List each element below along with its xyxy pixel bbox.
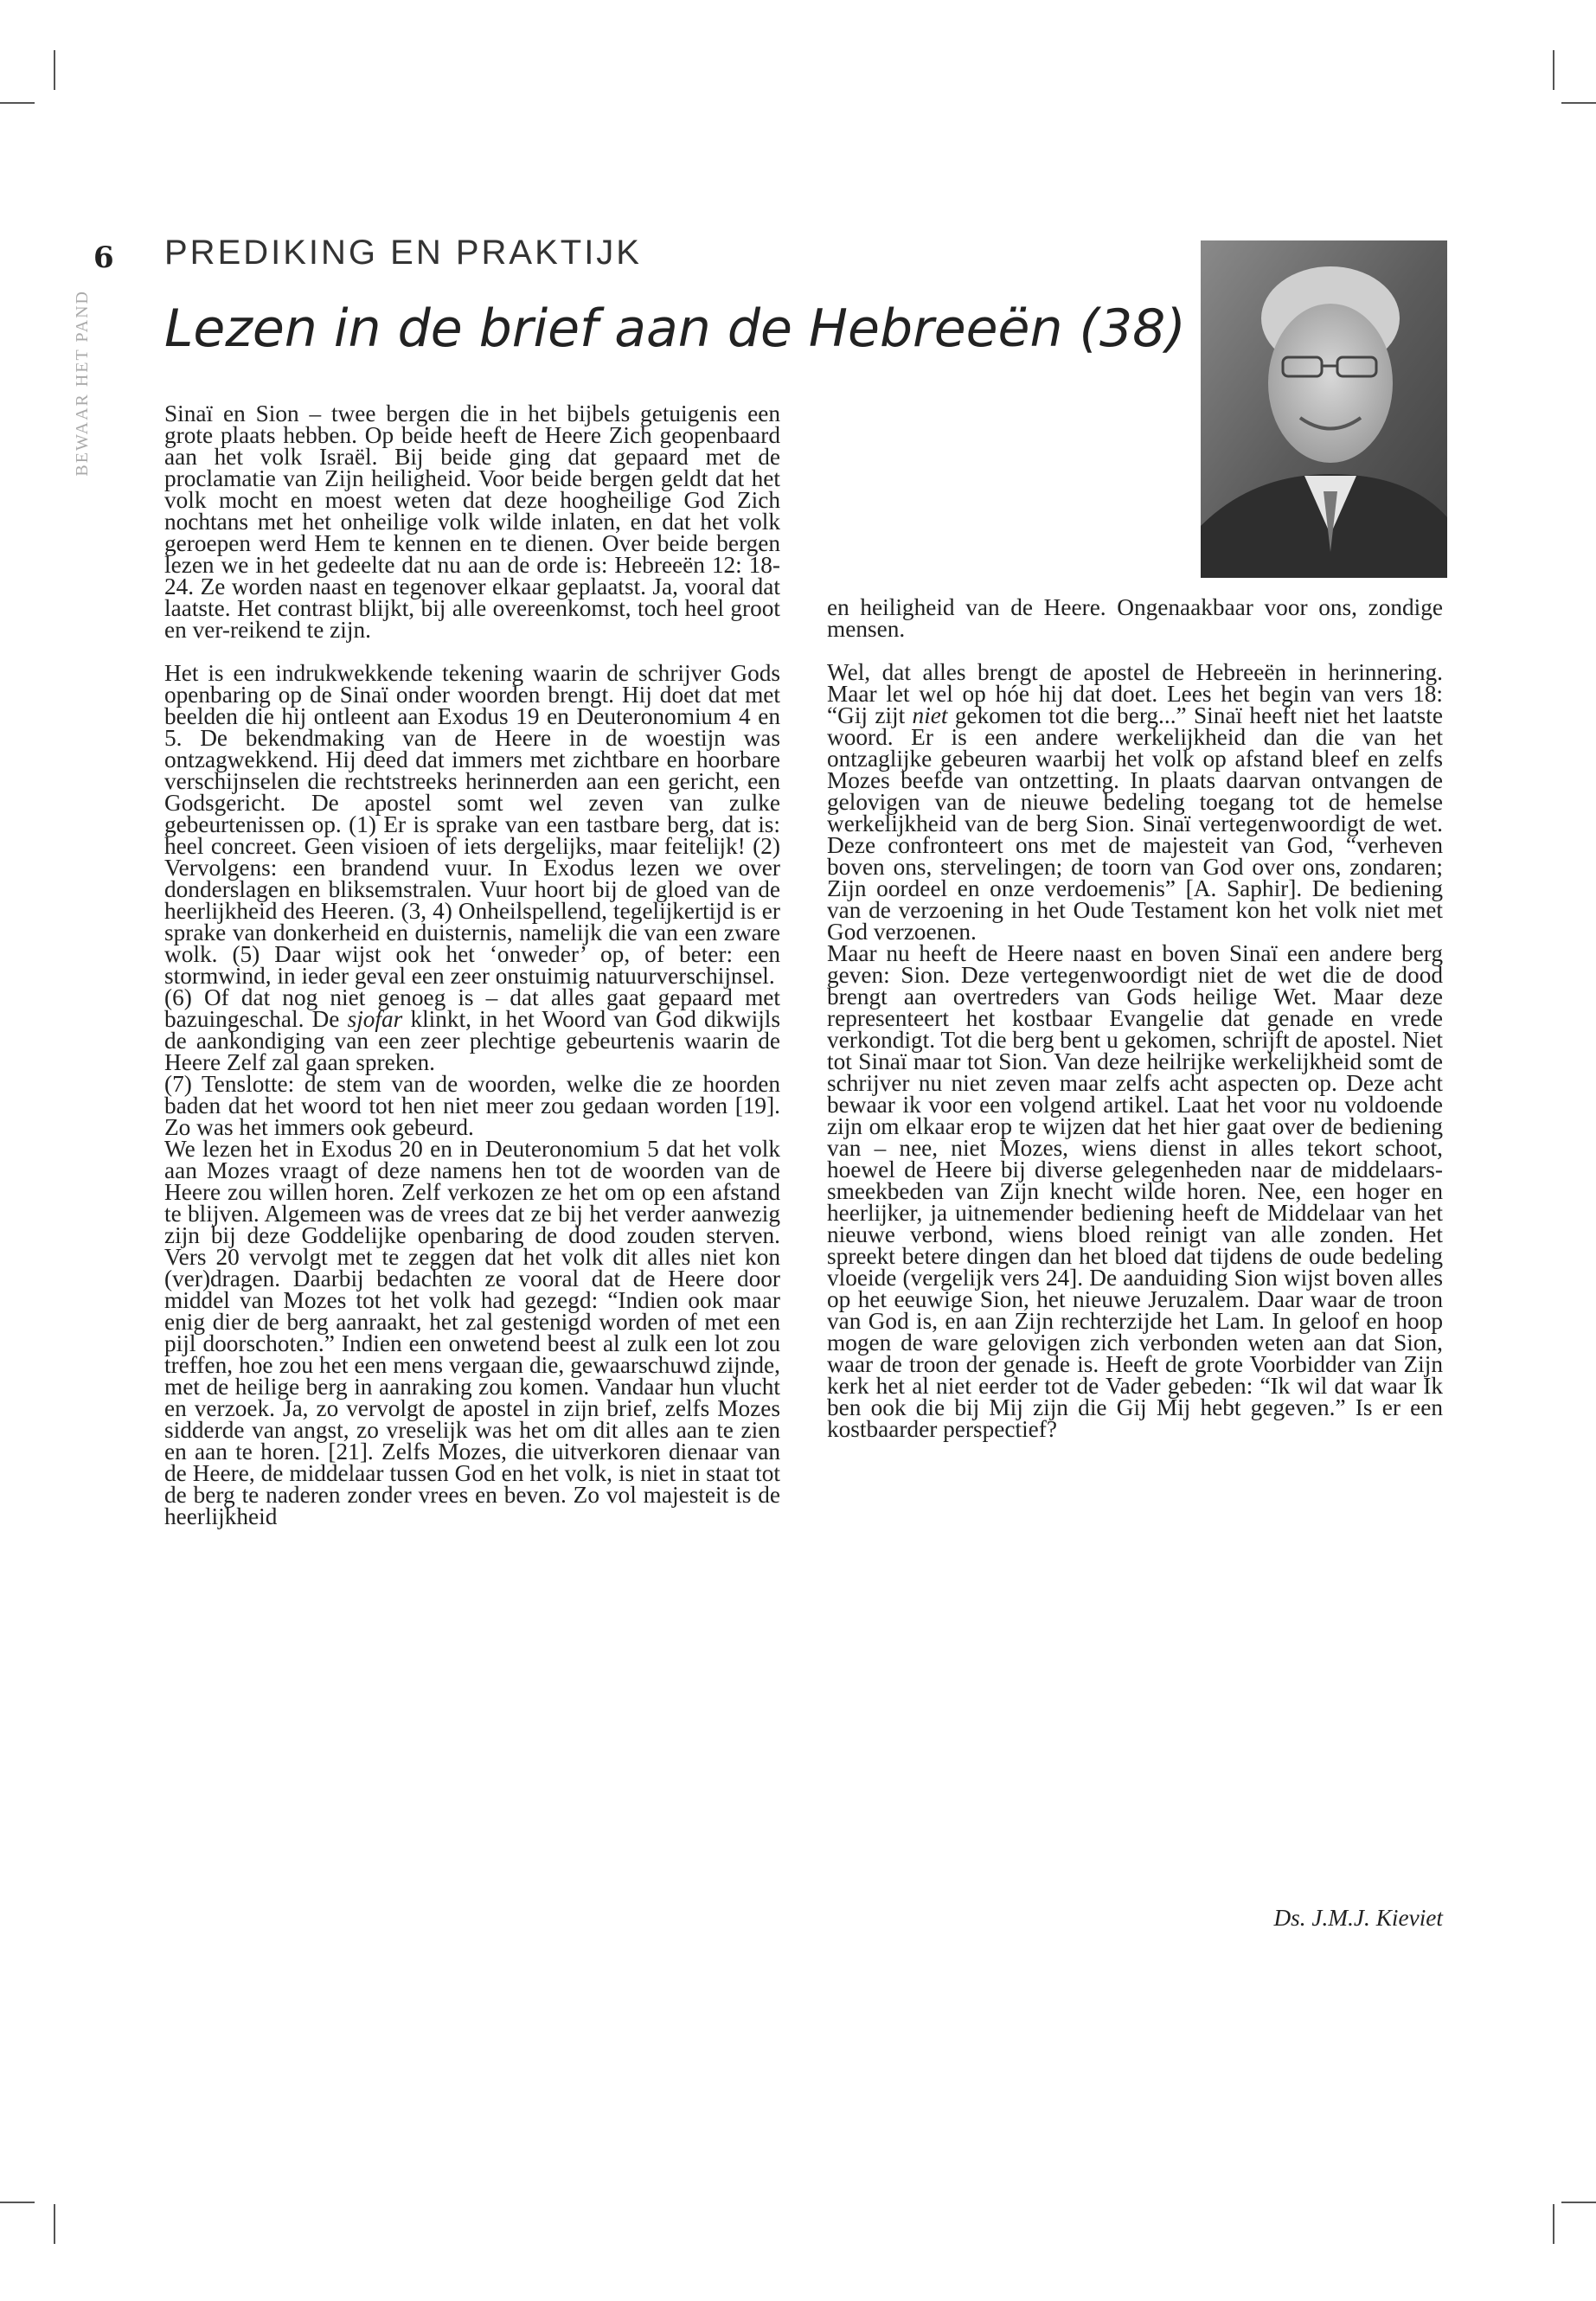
crop-mark xyxy=(1561,2202,1596,2203)
article-column-left xyxy=(164,403,780,1528)
paragraph: Wel, dat alles brengt de apostel de Hebreeën in herinnering. Maar let wel op hóe hij dat doet. Lees het begin van vers 18: “Gij zijt niet gekomen tot die berg...” Sinaï heeft niet het laatste woord. Er is een andere werkelijkheid dan die van het ontzaglijke gebeuren waarbij het volk op afstand bleef en zelfs Mozes beefde van ontzetting. In plaats daarvan ontvangen de gelovigen van de nieuwe bedeling toegang tot de hemelse werkelijkheid van de berg Sion. Sinaï vertegenwoordigt de wet. Deze confronteert ons met de majesteit van God, “verheven boven ons, stervelingen; de toorn van God over ons, zondaren; Zijn oordeel en onze verdoemenis” [A. Saphir]. De bediening van de verzoening in het Oude Testament kon het volk niet met God verzoenen. xyxy=(827,659,1443,945)
running-side-label: BEWAAR HET PAND xyxy=(73,290,92,477)
crop-mark xyxy=(54,2204,55,2244)
crop-mark xyxy=(0,102,35,104)
crop-mark xyxy=(1553,50,1554,90)
paragraph: Maar nu heeft de Heere naast en boven Sinaï een andere berg geven: Sion. Deze vertegenwoordigt niet de wet die de dood brengt aan overtreders van Gods heilige Wet. Maar deze representeert het kostbaar Evangelie dat genade en vrede verkondigt. Tot die berg bent u gekomen, schrijft de apostel. Niet tot Sinaï maar tot Sion. Van deze heilrijke werkelijkheid somt de schrijver nu niet zeven maar zelfs acht aspecten op. Deze acht bewaar ik voor een volgend artikel. Laat het voor nu voldoende zijn om elkaar erop te wijzen dat het hier gaat over de bediening van – nee, niet Mozes, wiens dienst in alles tekort schoot, hoewel de Heere bij diverse gelegenheden naar de middelaars-smeekbeden van Zijn knecht wilde horen. Nee, een hoger en heerlijker, ja uitnemender bediening heeft de Middelaar van het nieuwe verbond, wiens bloed reinigt van alle zonden. Het spreekt betere dingen dan het bloed dat tijdens de oude bedeling vloeide (vergelijk vers 24]. De aanduiding Sion wijst boven alles op het eeuwige Sion, het nieuwe Jeruzalem. Daar waar de troon van God is, en aan Zijn rechterzijde het Lam. In geloof en hoop mogen de ware gelovigen zich verbonden weten aan dat Sion, waar de troon der genade is. Heeft de grote Voorbidder van Zijn kerk het al niet eerder tot de Vader gebeden: “Ik wil dat waar Ik ben ook die bij Mij zijn die Gij Mij hebt gegeven.” Is er een kostbaarder perspectief? xyxy=(827,940,1443,1442)
page-number: 6 xyxy=(93,240,114,275)
paragraph: We lezen het in Exodus 20 en in Deuteronomium 5 dat het volk aan Mozes vraagt of deze namens hen tot de woorden van de Heere zou willen horen. Zelf verkozen ze het om op een afstand te blijven. Algemeen was de vrees dat ze bij het verder aanwezig zijn bij deze Goddelijke openbaring de dood zouden sterven. Vers 20 vervolgt met te zeggen dat het volk dit alles niet kon (ver)dragen. Daarbij bedachten ze vooral dat de Heere door middel van Mozes tot het volk had gezegd: “Indien ook maar enig dier de berg aanraakt, het zal gestenigd worden of met een pijl doorschoten.” Indien een onwetend beest al zulk een lot zou treffen, hoe zou het een mens vergaan die, gewaarschuwd zijnde, met de heilige berg in aanraking zou komen. Vandaar hun vlucht en verzoek. Ja, zo vervolgt de apostel in zijn brief, zelfs Mozes sidderde van angst, zo vreselijk was het om dit alles aan te zien en aan te horen. [21]. Zelfs Mozes, die uitverkoren dienaar van de Heere, de middelaar tussen God en het volk, is niet in staat tot de berg te naderen zonder vrees en beven. Zo vol majesteit is de heerlijkheid xyxy=(164,1136,780,1529)
paragraph: (7) Tenslotte: de stem van de woorden, welke die ze hoorden baden dat het woord tot hen niet meer zou gedaan worden [19]. Zo was het immers ook gebeurd. xyxy=(164,1071,780,1140)
paragraph: (6) Of dat nog niet genoeg is – dat alles gaat gepaard met bazuingeschal. De sjofar klinkt, in het Woord van God dikwijls de aankondiging van een zeer plechtige gebeurtenis waarin de Heere Zelf zal gaan spreken. xyxy=(164,984,780,1075)
emphasis: niet xyxy=(912,702,948,728)
portrait-photo-icon xyxy=(1201,240,1447,578)
article-column-right xyxy=(827,594,1443,1442)
paragraph: Het is een indrukwekkende tekening waarin de schrijver Gods openbaring op de Sinaï onder woorden brengt. Hij doet dat met beelden die hij ontleent aan Exodus 19 en Deuteronomium 4 en 5. De bekendmaking van de Heere in de woestijn was ontzagwekkend. Hij deed dat immers met zichtbare en hoorbare verschijnselen die rechtstreeks herinnerden aan een gericht, een Godsgericht. De apostel somt wel zeven van zulke gebeurtenissen op. (1) Er is sprake van een tastbare berg, dat is: heel concreet. Geen visioen of iets dergelijks, maar feitelijk! (2) Vervolgens: een brandend vuur. In Exodus lezen we over donderslagen en bliksemstralen. Vuur hoort bij de gloed van de heerlijkheid des Heeren. (3, 4) Onheilspellend, tegelijkertijd is er sprake van donkerheid en duisternis, namelijk die van een zware wolk. (5) Daar wijst ook het ‘onweder’ op, of beter: een stormwind, in ieder geval een zeer onstuimig natuurverschijnsel. xyxy=(164,660,780,989)
crop-mark xyxy=(0,2202,35,2203)
section-title: PREDIKING EN PRAKTIJK xyxy=(164,234,642,272)
crop-mark xyxy=(1561,102,1596,104)
crop-mark xyxy=(54,50,55,90)
emphasis: sjofar xyxy=(347,1006,403,1032)
paragraph: en heiligheid van de Heere. Ongenaakbaar voor ons, zondige mensen. xyxy=(827,594,1443,642)
article-title: Lezen in de brief aan de Hebreeën (38) xyxy=(164,298,1186,359)
author-portrait-photo xyxy=(1201,240,1447,578)
author-signature: Ds. J.M.J. Kieviet xyxy=(1273,1905,1443,1931)
crop-mark xyxy=(1553,2204,1554,2244)
paragraph: Sinaï en Sion – twee bergen die in het bijbels getuigenis een grote plaats hebben. Op beide heeft de Heere Zich geopenbaard aan het volk Israël. Bij beide ging dat gepaard met de proclamatie van Zijn heiligheid. Voor beide bergen geldt dat het volk mocht en moest weten dat deze hoogheilige God Zich nochtans met het onheilige volk wilde inlaten, en dat het volk geroepen werd Hem te kennen en te dienen. Over beide bergen lezen we in het gedeelte dat nu aan de orde is: Hebreeën 12: 18-24. Ze worden naast en tegenover elkaar geplaatst. Ja, vooral dat laatste. Het contrast blijkt, bij alle overeenkomst, toch heel groot en ver-reikend te zijn. xyxy=(164,401,780,643)
